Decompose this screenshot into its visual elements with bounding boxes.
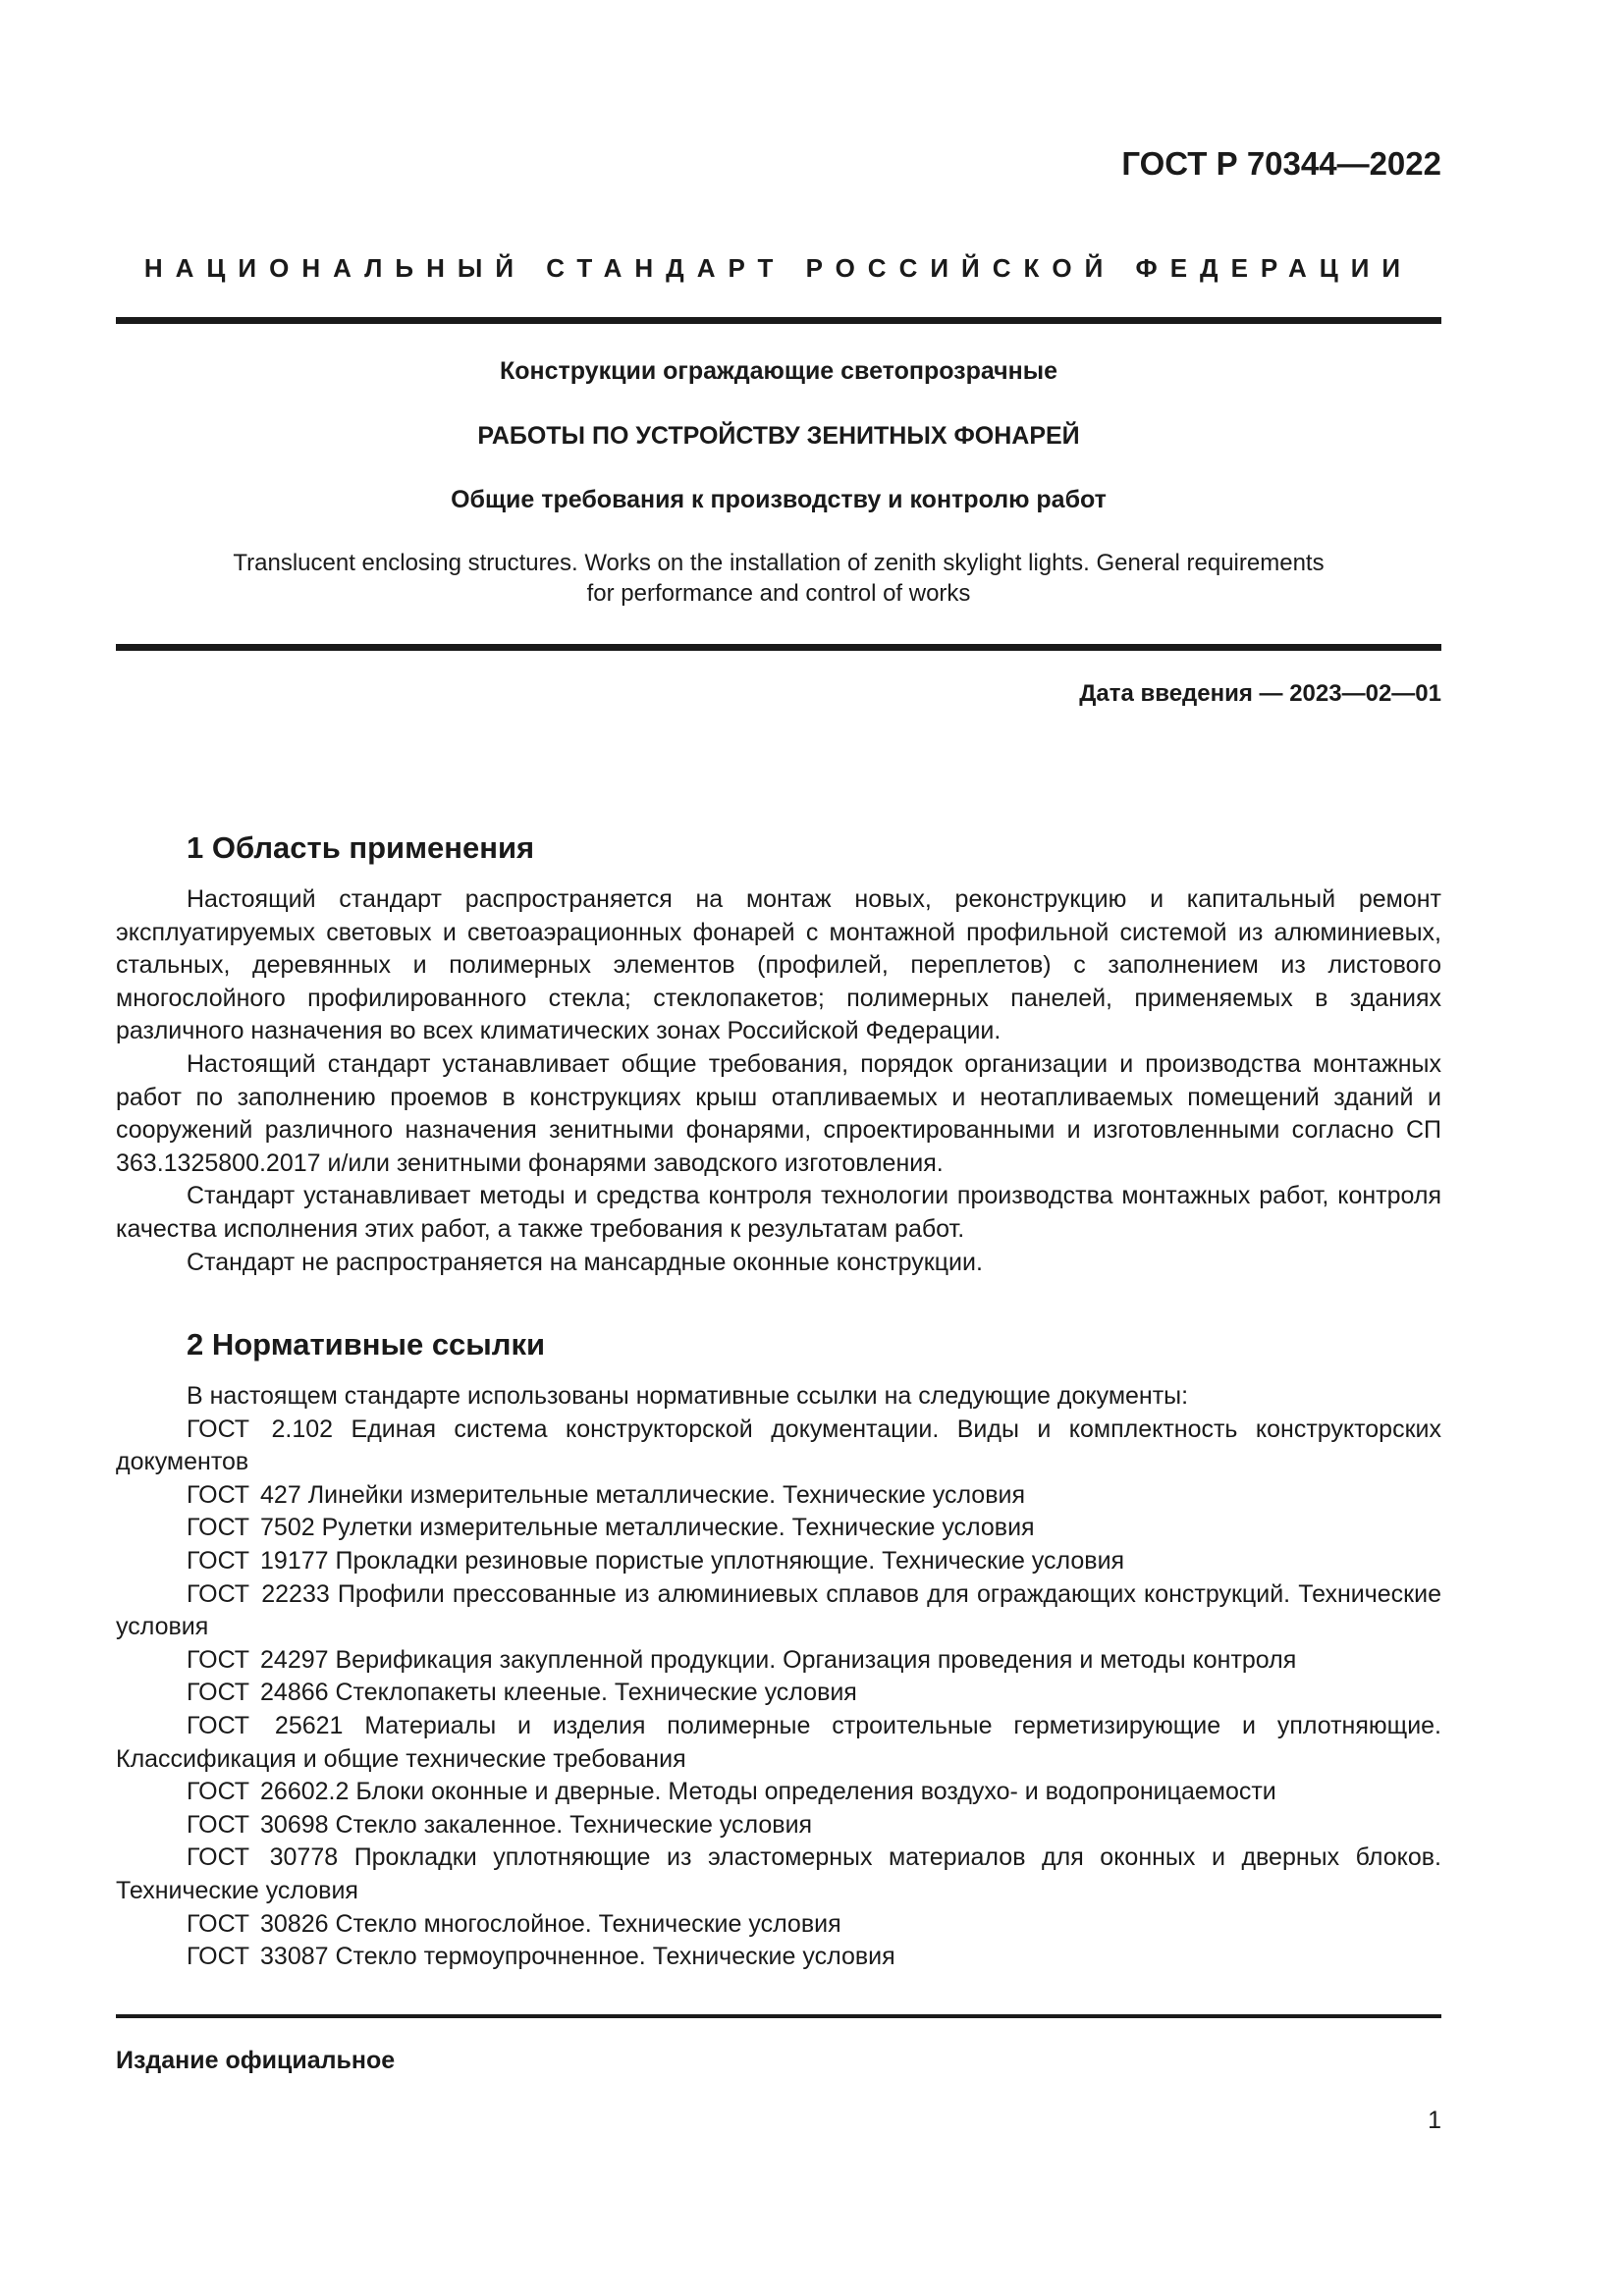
title-line-2: РАБОТЫ ПО УСТРОЙСТВУ ЗЕНИТНЫХ ФОНАРЕЙ xyxy=(477,422,1080,450)
references-list xyxy=(116,1414,1441,1974)
scope-paragraph: Настоящий стандарт распространяется на монтаж новых, реконструкцию и капитальный ремонт эксплуатируемых световых и светоаэрационных фонарей с монтажной профильной системой из алюминиевых, стальных, деревянных и полимерных элементов (профилей, переплетов) с заполнением из листового многослойного профилированного стекла; стеклопакетов; полимерных панелей, применяемых в зданиях различного назначения во всех климатических зонах Российской Федерации. xyxy=(116,885,1441,1045)
references-intro: В настоящем стандарте использованы нормативные ссылки на следующие документы: xyxy=(187,1382,1189,1410)
reference-title: Линейки измерительные металлические. Технические условия xyxy=(307,1480,1025,1509)
top-rule xyxy=(116,317,1441,324)
bottom-rule xyxy=(116,2014,1441,2018)
reference-code: ГОСТ 26602.2 xyxy=(187,1778,350,1806)
english-title-line-1: Translucent enclosing structures. Works on the installation of zenith skylight lights. General requirements xyxy=(233,550,1325,576)
section-normative-references xyxy=(116,1327,1441,1974)
reference-title: Единая система конструкторской документации. Виды и комплектность конструкторских документов xyxy=(116,1415,1441,1476)
reference-code: ГОСТ 25621 xyxy=(187,1711,344,1739)
reference-item xyxy=(116,1710,1441,1776)
scope-paragraph: Настоящий стандарт устанавливает общие требования, порядок организации и производства монтажных работ по заполнению проемов в конструкциях крыш отапливаемых и неотапливаемых помещений зданий и сооружений различного назначения зенитными фонарями, спроектированными и изготовленными согласно СП 363.1325800.2017 и/или зенитными фонарями заводского изготовления. xyxy=(116,1049,1441,1177)
english-title-line-2: for performance and control of works xyxy=(586,580,971,607)
title-line-3: Общие требования к производству и контролю работ xyxy=(451,486,1107,513)
reference-title: Материалы и изделия полимерные строительные герметизирующие и уплотняющие. Классификация и общие технические требования xyxy=(116,1711,1442,1773)
middle-rule xyxy=(116,644,1441,651)
scope-paragraph: Стандарт не распространяется на мансардные оконные конструкции. xyxy=(187,1248,983,1276)
national-standard-banner: НАЦИОНАЛЬНЫЙ СТАНДАРТ РОССИЙСКОЙ ФЕДЕРАЦИИ xyxy=(143,253,1414,283)
reference-title: Стекло термоупрочненное. Технические условия xyxy=(335,1943,895,1971)
reference-code: ГОСТ 7502 xyxy=(187,1514,315,1542)
reference-code: ГОСТ 30698 xyxy=(187,1810,329,1839)
scope-paragraph: Стандарт устанавливает методы и средства контроля технологии производства монтажных работ, контроля качества исполнения этих работ, а также требования к результатам работ. xyxy=(116,1182,1441,1243)
section-scope xyxy=(116,830,1441,1279)
reference-item xyxy=(116,1644,1441,1678)
reference-code: ГОСТ 24297 xyxy=(187,1645,329,1674)
reference-title: Рулетки измерительные металлические. Технические условия xyxy=(321,1514,1035,1542)
reference-code: ГОСТ 2.102 xyxy=(187,1415,334,1443)
reference-item xyxy=(116,1578,1441,1644)
reference-title: Прокладки уплотняющие из эластомерных материалов для оконных и дверных блоков. Технические условия xyxy=(116,1843,1441,1904)
introduction-date: Дата введения — 2023—02—01 xyxy=(1079,680,1441,707)
reference-title: Стекло закаленное. Технические условия xyxy=(335,1810,813,1839)
english-title xyxy=(116,548,1441,609)
reference-item xyxy=(116,1414,1441,1479)
gost-code: ГОСТ Р 70344—2022 xyxy=(1121,145,1441,182)
page-number: 1 xyxy=(1428,2107,1441,2134)
reference-code: ГОСТ 427 xyxy=(187,1480,301,1509)
reference-code: ГОСТ 24866 xyxy=(187,1679,329,1707)
title-line-1: Конструкции ограждающие светопрозрачные xyxy=(499,357,1058,385)
section-scope-heading: 1 Область применения xyxy=(187,830,535,865)
reference-code: ГОСТ 33087 xyxy=(187,1943,329,1971)
reference-title: Прокладки резиновые пористые уплотняющие. Технические условия xyxy=(335,1546,1125,1575)
reference-title: Верификация закупленной продукции. Организация проведения и методы контроля xyxy=(335,1645,1297,1674)
reference-item xyxy=(116,1776,1441,1809)
reference-code: ГОСТ 22233 xyxy=(187,1579,330,1608)
reference-title: Стеклопакеты клееные. Технические условия xyxy=(335,1679,857,1707)
reference-item xyxy=(116,1677,1441,1710)
reference-item xyxy=(116,1842,1441,1907)
reference-item xyxy=(116,1512,1441,1545)
reference-title: Блоки оконные и дверные. Методы определения воздухо- и водопроницаемости xyxy=(355,1778,1276,1806)
reference-code: ГОСТ 30778 xyxy=(187,1843,339,1872)
reference-item xyxy=(116,1941,1441,1974)
reference-title: Стекло многослойное. Технические условия xyxy=(335,1909,841,1938)
reference-item xyxy=(116,1908,1441,1942)
reference-item xyxy=(116,1479,1441,1513)
reference-code: ГОСТ 30826 xyxy=(187,1909,329,1938)
edition-label: Издание официальное xyxy=(116,2047,396,2074)
reference-title: Профили прессованные из алюминиевых сплавов для ограждающих конструкций. Технические условия xyxy=(116,1579,1441,1641)
reference-item xyxy=(116,1809,1441,1842)
section-references-heading: 2 Нормативные ссылки xyxy=(187,1327,546,1362)
reference-code: ГОСТ 19177 xyxy=(187,1546,329,1575)
reference-item xyxy=(116,1545,1441,1578)
